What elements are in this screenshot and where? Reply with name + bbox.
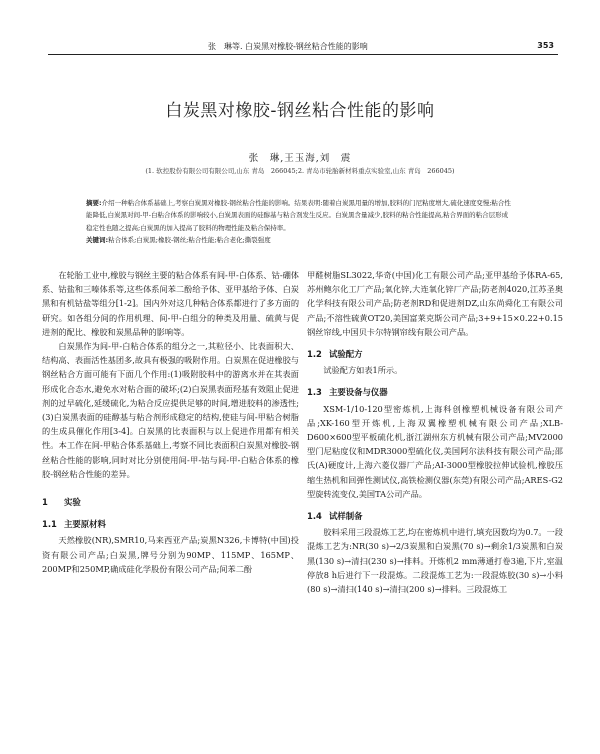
keywords	[86, 234, 514, 246]
equipment-paragraph: XSM-1/10-120型密炼机,上海科创橡塑机械设备有限公司产品;XK-160型开炼机,上海双翼橡塑机械有限公司产品;XLB-D600×600型平板硫化机,浙江湖州东方机械有限公司产品;MV2000型门尼粘度仪和MDR3000型硫化仪,美国阿尔法科技有限公司产品;邵氏(A)硬度计,上海六菱仪器厂产品;AI-3000型橡胶拉伸试验机,橡胶压缩生热机和回弹性测试仪,高铁检测仪器(东莞)有限公司产品;ARES-G2型旋转流变仪,美国TA公司产品。	[307, 403, 563, 499]
running-header	[48, 40, 558, 55]
right-column	[307, 268, 563, 596]
subsection-title: 试验配方	[329, 349, 363, 360]
subsection-title: 主要原材料	[64, 519, 106, 530]
intro-paragraph: 在轮胎工业中,橡胶与钢丝主要的粘合体系有间-甲-白体系、钴-硼体系、钴盐和三嗪体系等,这些体系间苯二酚给予体、亚甲基给予体、白炭黑和有机钴盐等组分[1-2]。国内外对这几种粘合体系都进行了多方面的研究。如各组分间的作用机理、间-甲-白组分的种类及用量、硫黄与促进剂的配比、橡胶和炭黑品种的影响等。	[42, 270, 300, 337]
page-number: 353	[537, 41, 554, 50]
subsection-title: 主要设备与仪器	[329, 387, 388, 398]
subsection-heading-materials	[42, 517, 299, 531]
abstract	[86, 197, 514, 234]
keywords-text: 粘合体系;白炭黑;橡胶-钢丝;粘合性能;粘合老化;撕裂强度	[108, 235, 271, 244]
abstract-text: 介绍一种粘合体系基础上,考察白炭黑对橡胶-钢丝粘合性能的影响。结果表明:随着白炭黑用量的增加,胶料的门尼粘度增大,硫化速度变慢;粘合性能降低,白炭黑对间-甲-白粘合体系的影响较小,白炭黑表面的硅醇基与粘合剂发生反应。白炭黑含量减少,胶料的粘合性能提高,粘合界面的粘合层形成稳定性也随之提高;白炭黑的加入提高了胶料的物理性能及粘合保持率。	[86, 199, 511, 232]
section-heading-experiment	[42, 495, 299, 509]
keywords-label: 关键词:	[86, 235, 109, 244]
subsection-heading-formula	[307, 347, 563, 361]
subsection-number: 1.4	[307, 511, 322, 522]
authors: 张 琳,王玉海,刘 震	[248, 153, 352, 164]
subsection-title: 试样制备	[329, 511, 363, 522]
left-column	[42, 268, 299, 576]
subsection-number: 1.1	[42, 519, 57, 530]
abstract-label: 摘要:	[86, 199, 102, 207]
materials-paragraph: 天然橡胶(NR),SMR10,马来西亚产品;炭黑N326,卡博特(中国)投资有限公司产品;白炭黑,牌号分别为90MP、115MP、165MP、200MP和250MP,确成硅化学股份有限公司产品;间苯二酚	[42, 535, 299, 574]
subsection-heading-equipment	[307, 385, 563, 399]
section-number: 1	[42, 497, 48, 508]
running-header-title: 张 琳等. 白炭黑对橡胶-钢丝粘合性能的影响	[208, 42, 368, 51]
preparation-paragraph: 胶料采用三段混炼工艺,均在密炼机中进行,填充因数均为0.7。一段混炼工艺为:NR(30 s)→2/3炭黑和白炭黑(70 s)→剩余1/3炭黑和白炭黑(130 s)→清扫(230 s)→排料。开炼机2 mm薄通打卷3遍,下片,室温停放8 h后进行下一段混炼。二段混炼工艺为:一段混炼胶(30 s)→小料(80 s)→清扫(140 s)→清扫(200 s)→排料。三段混炼工	[307, 527, 563, 595]
article-title: 白炭黑对橡胶-钢丝粘合性能的影响	[165, 101, 435, 121]
intro-paragraph: 白炭黑作为间-甲-白粘合体系的组分之一,其粒径小、比表面积大、结构高、表面活性基团多,故具有极强的吸附作用。白炭黑在促进橡胶与钢丝粘合方面可能有下面几个作用:(1)吸附胶料中的游离水并在其表面形成化合态水,避免水对粘合面的破坏;(2)白炭黑表面羟基有效阻止促进剂的过早硫化,延缓硫化,为粘合反应提供足够的时间,增进胶料的渗透性;(3)白炭黑表面的硅醇基与粘合剂形成稳定的结构,使硅与间-甲粘合树脂的生成具催化作用[3-4]。白炭黑的比表面积与以上促进作用都有相关性。本工作在间-甲粘合体系基础上,考察不同比表面积白炭黑对橡胶-钢丝粘合性能的影响,同时对比分别使用间-甲-钴与间-甲-白粘合体系的橡胶-钢丝粘合性能的差异。	[42, 341, 299, 479]
section-title: 实验	[64, 497, 81, 508]
abstract-block	[86, 197, 514, 246]
formula-paragraph: 试验配方如表1所示。	[323, 365, 403, 376]
subsection-heading-preparation	[307, 509, 563, 523]
affiliation: (1. 软控股份有限公司有限公司,山东 青岛 266045;2. 青岛市轮胎新材料重点实验室,山东 青岛 266045)	[145, 167, 455, 175]
subsection-number: 1.3	[307, 387, 322, 398]
materials-paragraph-cont: 甲醛树脂SL3022,华奇(中国)化工有限公司产品;亚甲基给予体RA-65,苏州鲍尔化工厂产品;氧化锌,大连氧化锌厂产品;防老剂4020,江苏圣奥化学科技有限公司产品;防老剂RD和促进剂DZ,山东尚舜化工有限公司产品;不溶性硫黄OT20,美国富莱克斯公司产品;3+9+15×0.22+0.15钢丝帘线,中国贝卡尔特钢帘线有限公司产品。	[307, 270, 563, 337]
subsection-number: 1.2	[307, 349, 322, 360]
